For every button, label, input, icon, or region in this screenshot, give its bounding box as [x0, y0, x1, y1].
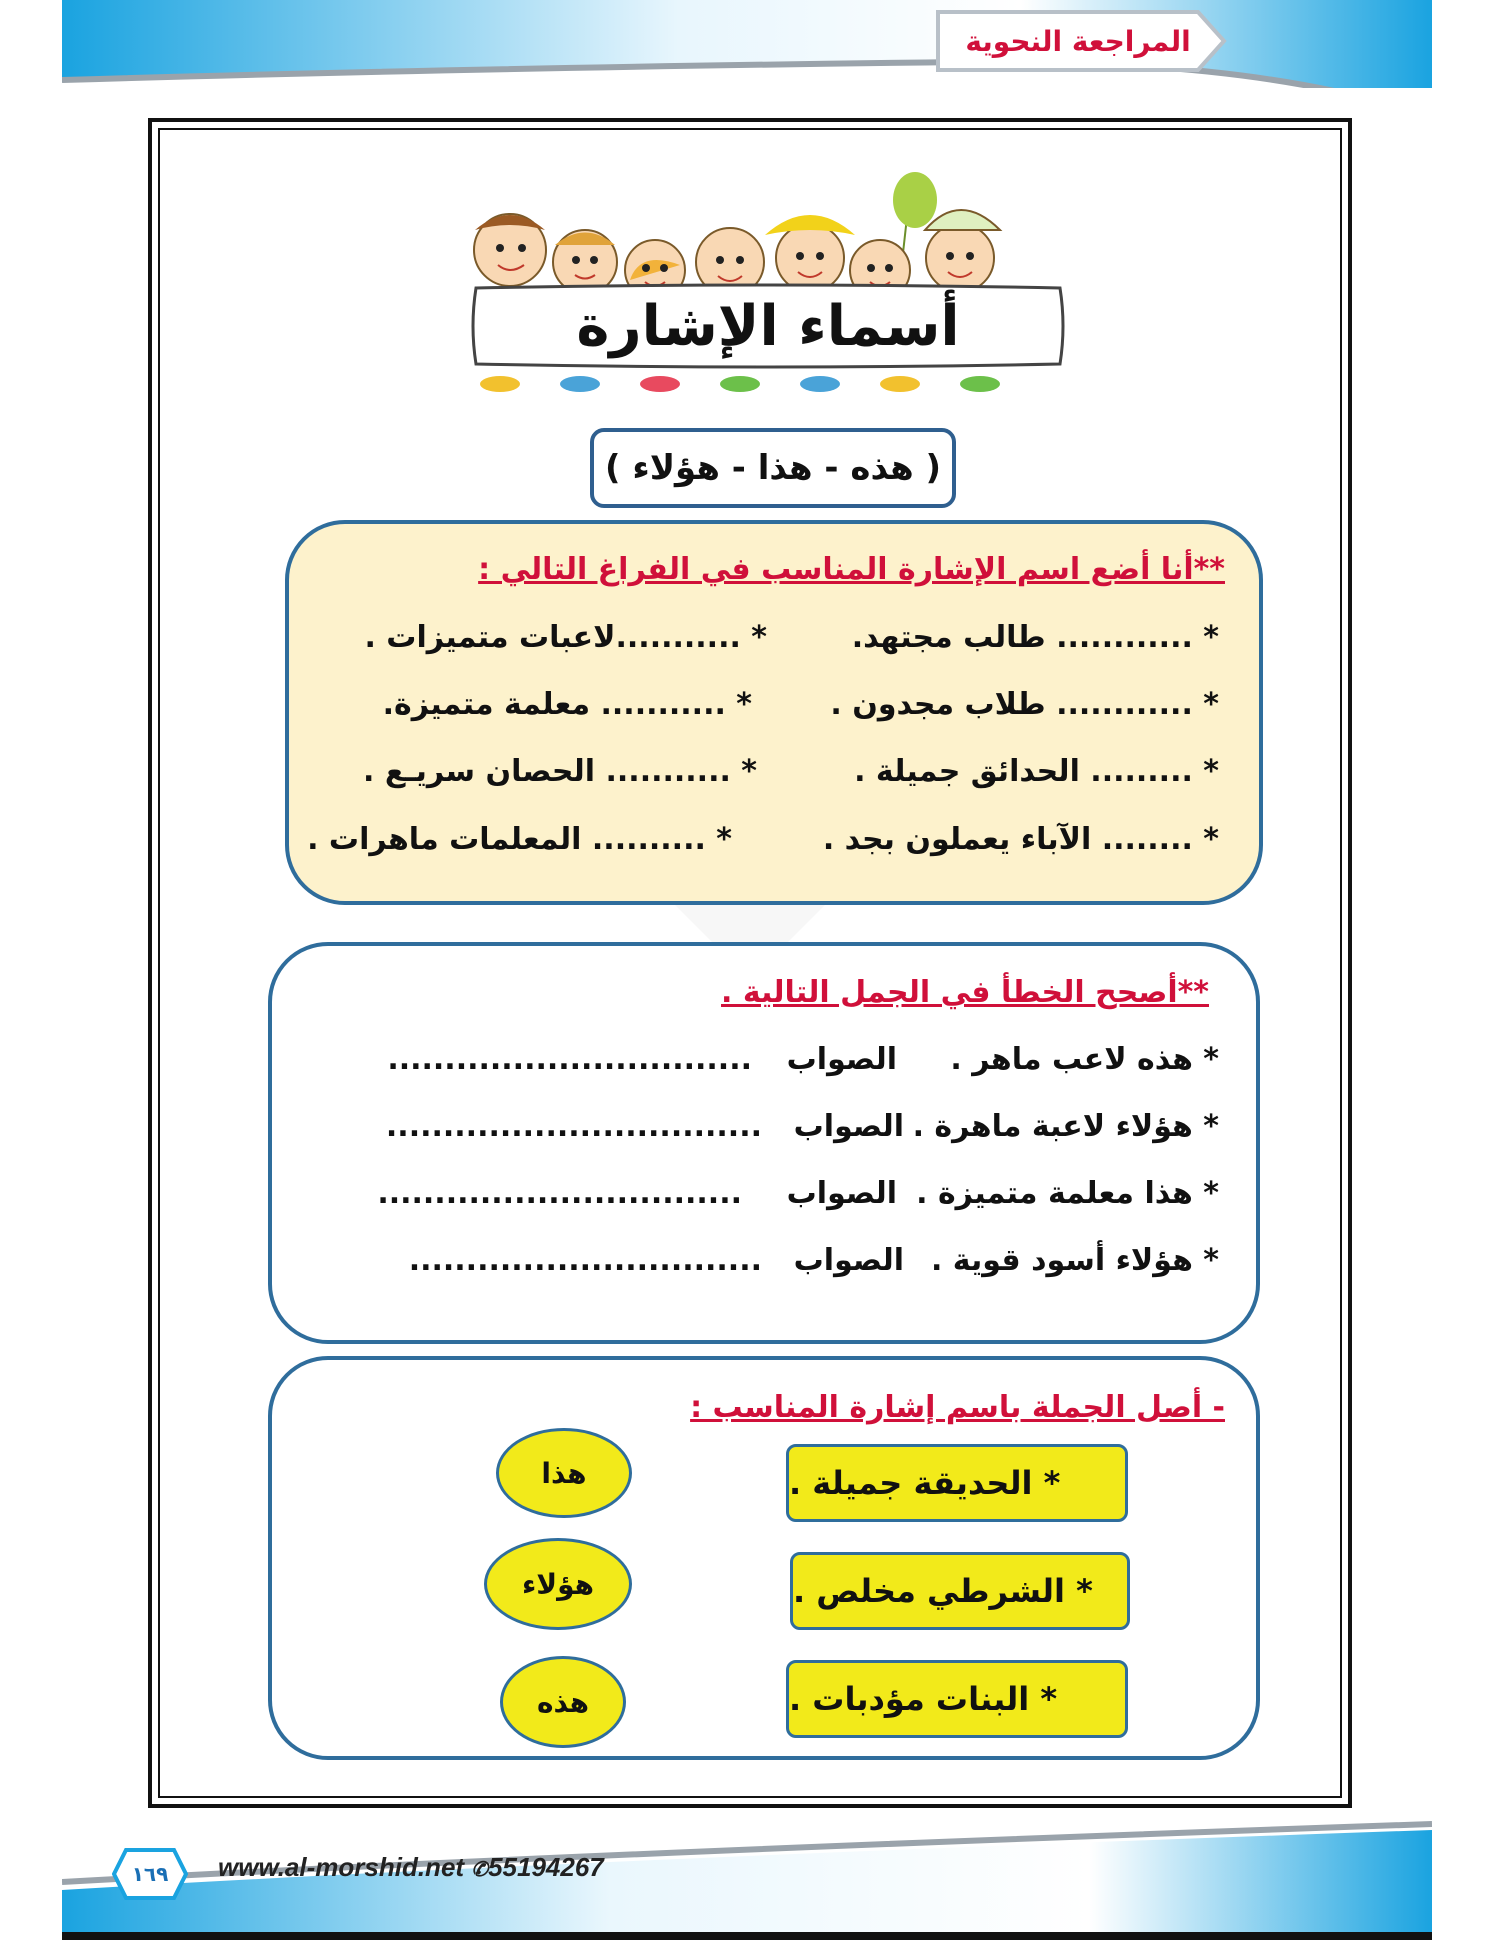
exercise1-item: * .......... المعلمات ماهرات . [307, 822, 732, 857]
section-tab-label: المراجعة النحوية [965, 24, 1191, 58]
exercise2-sentence: * هؤلاء أسود قوية . [930, 1243, 1219, 1278]
exercise1-item: * ............ طلاب مجدون . [830, 687, 1219, 722]
phone-icon: ✆ [471, 1859, 489, 1881]
exercise2-sentence: * هذا معلمة متميزة . [916, 1176, 1219, 1211]
demonstratives-box: ( هذه - هذا - هؤلاء ) [590, 428, 956, 508]
exercise2-sentence: * هذه لاعب ماهر . [950, 1042, 1219, 1077]
match-option-oval[interactable]: هذا [496, 1428, 632, 1518]
exercise2-sentence: * هؤلاء لاعبة ماهرة . [912, 1109, 1219, 1144]
exercise1-instruction: **أنا أضع اسم الإشارة المناسب في الفراغ التالي : [478, 552, 1225, 587]
exercise2-answer-label: الصواب [786, 1042, 897, 1077]
exercise2-answer-label: الصواب [786, 1176, 897, 1211]
exercise2-instruction: **أصحح الخطأ في الجمل التالية . [721, 975, 1209, 1010]
exercise2-answer-blank: ................................ [387, 1042, 752, 1077]
website-link[interactable]: www.al-morshid.net [218, 1852, 465, 1882]
exercise1-item: * ...........لاعبات متميزات . [364, 620, 767, 655]
exercise2-answer-blank: ................................. [385, 1109, 762, 1144]
exercise3-instruction: - أصل الجملة باسم إشارة المناسب : [690, 1390, 1225, 1425]
exercise1-item: * ........ الآباء يعملون بجد . [822, 822, 1219, 857]
exercise2-answer-blank: ................................ [377, 1176, 742, 1211]
exercise1-item: * ........... الحصان سريـع . [363, 754, 757, 789]
match-sentence[interactable]: * البنات مؤدبات . [786, 1660, 1128, 1738]
exercise1-item: * ........... معلمة متميزة. [382, 687, 752, 722]
page-title: أسماء الإشارة [576, 293, 960, 359]
match-option-oval[interactable]: هذه [500, 1656, 626, 1748]
page-number: ١٦٩ [131, 1862, 169, 1886]
match-sentence[interactable]: * الحديقة جميلة . [786, 1444, 1128, 1522]
exercise2-answer-label: الصواب [793, 1109, 904, 1144]
phone-number: 55194267 [488, 1852, 604, 1882]
match-sentence[interactable]: * الشرطي مخلص . [790, 1552, 1130, 1630]
exercise1-item: * ............ طالب مجتهد. [851, 620, 1219, 655]
footer-contact [218, 1852, 604, 1883]
exercise2-answer-blank: ............................... [408, 1243, 762, 1278]
exercise2-answer-label: الصواب [793, 1243, 904, 1278]
exercise1-item: * ......... الحدائق جميلة . [854, 754, 1219, 789]
match-option-oval[interactable]: هؤلاء [484, 1538, 632, 1630]
